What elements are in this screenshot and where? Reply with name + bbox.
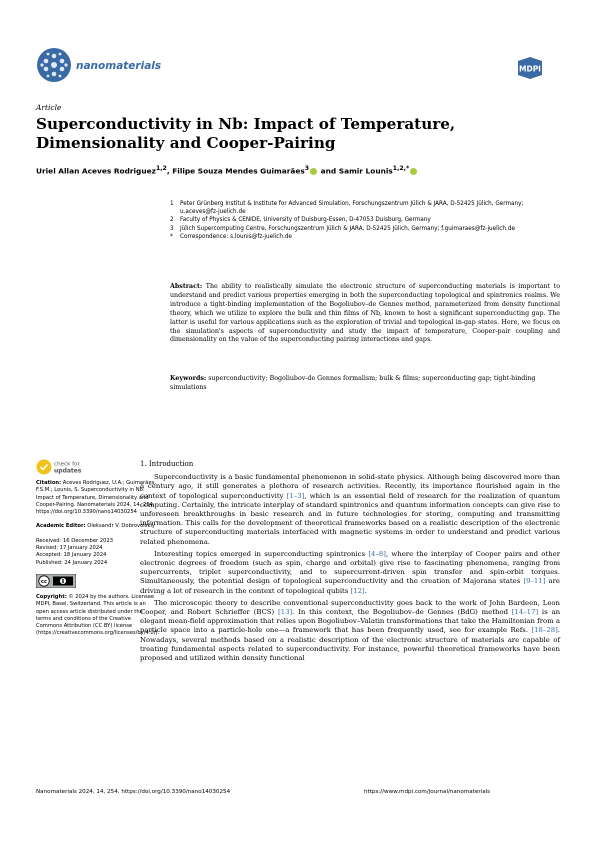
footer-citation[interactable]: Nanomaterials 2024, 14, 254. https://doi.org/10.3390/nano14030254 [36,789,231,795]
academic-editor: Academic Editor: Oleksandr V. Dobrovolskiy [36,523,155,530]
cc-label: cc [41,578,47,585]
citation-link[interactable]: [14–17] [511,608,539,617]
date-published: Published: 24 January 2024 [36,559,108,566]
keywords-label: Keywords: [170,375,207,382]
author-affil: 3 [304,165,310,172]
affiliation-item: 2 Faculty of Physics & CENIDE, University of Duisburg-Essen, D-47053 Duisburg, Germany [170,217,431,224]
affiliation-item: 1 Peter Grünberg Institut & Institute for Advanced Simulation, Forschungszentrum Jülich & JARA, D-52425 Jülich, Germany; u.aceves@fz-juelich.de [170,201,524,216]
citation-block: Citation: Aceves Rodriguez, U.A.; Guimarães, F.S.M.; Lounis, S. Superconductivity in Nb: Impact of Temperature, Dimensionality and Cooper-Pairing. Nanomaterials 2024, 14, 254. https://doi.org/10.3390/nano14030254 [36,480,156,516]
abstract-label: Abstract: [170,283,203,290]
abstract-text: The ability to realistically simulate the electronic structure of superconducting materials is important to understand and predict various properties emerging in both the superconducting topological and spintronics realms. We introduce a tight-binding implementation of the Bogoliubov–de Gennes method, parameterized from density functional theory, which we utilize to explore the bulk and thin films of Nb, known to host a significant superconducting gap. The latter is useful for various applications such as the exploration of trivial and topological in-gap states. Here, we focus on the simulation's aspects of superconductivity and study the impact of temperature, Cooper-pair coupling and dimensionality on the value of the superconducting pairing interactions and gaps. [170,283,560,344]
author-name: Filipe Souza Mendes Guimarães [172,166,305,176]
keywords-text: superconductivity; Bogoliubov-de Gennes formalism; bulk & films; superconducting gap; tight-binding simulations [170,375,536,391]
citation-link[interactable]: [1–3] [286,491,305,500]
paragraph: Superconductivity is a basic fundamental phenomenon in solid-state physics. Although being discovered more than a century ago, it still generates a plethora of research activities. Recently, its importance flourished again in the context of topological superconductivity [1–3], which is an essential field of research for the realization of quantum computing. Certainly, the intricate interplay of standard spintronics and quantum information concepts can give rise to unforeseen breakthroughs in basic research and in future technologies for storing, computing and transmitting information. This calls for the development of theoretical frameworks based on a realistic description of the electronic structure of superconducting materials interfaced with magnetic systems in order to understand and predict various related phenomena. [140,473,560,546]
footer-journal-url[interactable]: https://www.mdpi.com/journal/nanomaterials [364,789,491,795]
section-title: 1. Introduction [140,460,194,468]
journal-name: nanomaterials [76,60,162,72]
orcid-icon[interactable] [410,168,417,175]
check-updates-line2: updates [54,467,82,475]
affiliations [170,200,560,241]
author-affil: 1,2,* [392,165,410,172]
body-text [140,460,560,666]
citation-link[interactable]: [4–8] [368,549,386,558]
keywords [170,375,560,393]
abstract [170,283,560,345]
publisher-name: MDPI [519,64,541,74]
citation-link[interactable]: [9–11] [523,577,546,586]
check-updates-line1: check for [54,461,80,468]
author-list: Uriel Allan Aceves Rodriguez$^{1,2}$, Filipe Souza Mendes Guimarães$^3$ and Samir Lounis$^{1,2,*}$ [36,165,418,175]
article-type: Article [36,103,62,112]
author-name: Uriel Allan Aceves Rodriguez [36,166,156,176]
cc-by-license-icon[interactable] [36,574,76,588]
paragraph: The microscopic theory to describe conventional superconductivity goes back to the work of John Bardeen, Leon Cooper, and Robert Schrieffer (BCS) [13]. In this context, the Bogoliubov–de Gennes (BdG) method [14–17] is an elegant mean-field approximation that relies upon Bogoliubov–Valatin transformations that take the Hamiltonian from a particle space into a particle-hole one—a framework that has been frequently used, see for example Refs. [18–28]. Nowadays, several methods based on a realistic description of the electronic structure of materials are capable of treating fundamental aspects related to superconductivity. For instance, powerful theoretical frameworks have been proposed and utilized within density functional [140,598,561,663]
author-name: Samir Lounis [338,166,393,176]
check-for-updates-icon[interactable] [36,458,96,476]
citation-link[interactable]: [12] [350,586,365,595]
paragraph: Interesting topics emerged in superconducting spintronics [4–8], where the interplay of Cooper pairs and other electronic degrees of freedom (such as spin, charge and orbital) give rise to fascinating phenomena, ranging from supercurrents, triplet superconductivity, and to supercurrent-driven spin transfer and spin-orbit torques. Simultaneously, the potential design of topological superconductivity and the creation of Majorana states [9–11] are driving a lot of research in the context of topological qubits [12]. [140,549,560,595]
affiliation-item: * Correspondence: s.lounis@fz-juelich.de [170,233,292,240]
date-accepted: Accepted: 18 January 2024 [36,552,107,559]
citation-link[interactable]: [18–28] [531,626,558,635]
article-title: Superconductivity in Nb: Impact of Temperature, Dimensionality and Cooper-Pairing [36,115,456,152]
citation-link[interactable]: [13] [278,608,293,617]
orcid-icon[interactable] [310,168,317,175]
mdpi-logo-icon [515,57,545,79]
affiliation-item: 3 Jülich Supercomputing Centre, Forschungszentrum Jülich & JARA, D-52425 Jülich, Germany; f.guimaraes@fz-juelich.de [170,225,515,232]
journal-logo-icon [36,47,72,83]
author-affil: 1,2 [155,165,167,172]
copyright-block: Copyright: © 2024 by the authors. Licensee MDPI, Basel, Switzerland. This article is an open access article distributed under the terms and conditions of the Creative Commons Attribution (CC BY) license (https://creativecommons.org/licenses/by/4.0/). [36,593,160,637]
date-received: Received: 16 December 2023 [36,537,113,544]
date-revised: Revised: 17 January 2024 [36,545,103,552]
